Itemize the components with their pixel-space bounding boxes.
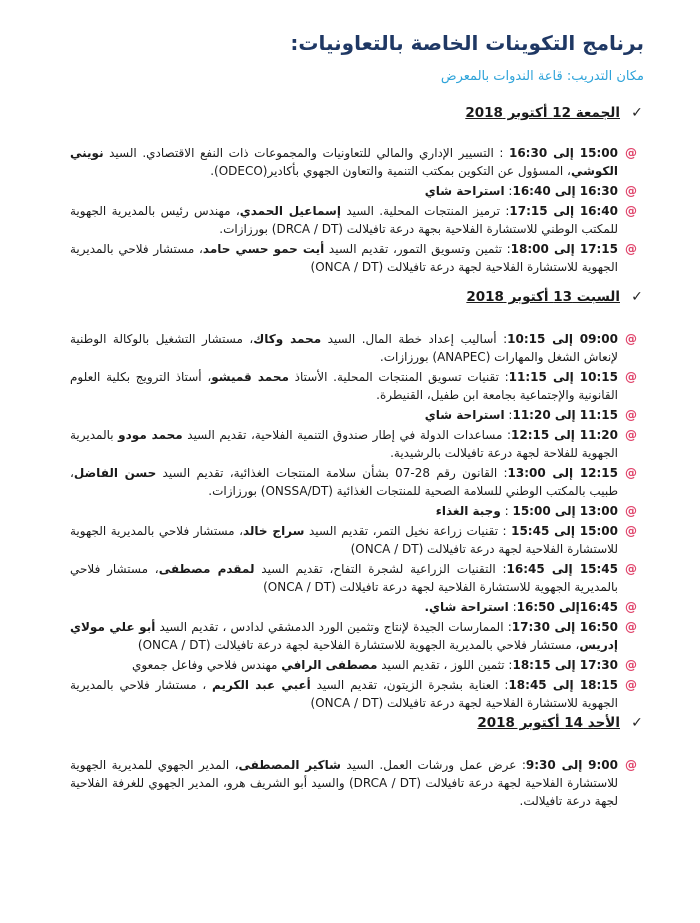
speaker-name: أعبي عبد الكريم (212, 678, 311, 692)
bullet-icon: @ (625, 620, 637, 634)
day-label: السبت 13 أكتوبر 2018 (466, 289, 620, 305)
bullet-icon: @ (625, 408, 637, 422)
session-text (70, 676, 618, 712)
day-heading (70, 288, 644, 306)
session-time: 15:00 إلى 16:30 (508, 146, 618, 160)
speaker-name: استراحة شاي (424, 408, 505, 422)
session-description: : (504, 184, 513, 198)
speaker-name: حسن الفاضل (73, 466, 157, 480)
session-text (70, 656, 618, 674)
session-text (70, 560, 618, 596)
session-details: ، مهندس رئيس بالمديرية الجهوية للمكتب الوطني للاستشارة الفلاحية بجهة درعة تافيلالت (DRCA / DT) بورزازات. (70, 204, 618, 236)
session-time: 17:30 إلى 18:15 (512, 658, 618, 672)
session-text (70, 406, 618, 424)
document-title: برنامج التكوينات الخاصة بالتعاونيات: (290, 31, 644, 55)
session-text (70, 240, 618, 276)
session-item (70, 202, 638, 238)
bullet-icon: @ (625, 204, 637, 218)
speaker-name: استراحة شاي. (424, 600, 509, 614)
session-time: 11:20 إلى 12:15 (511, 428, 618, 442)
session-description: : الممارسات الجيدة لإنتاج وتثمين الورد الدمشقي لدادس ، تقديم السيد (155, 620, 512, 634)
session-text (70, 202, 618, 238)
session-time: 16:50 إلى 17:30 (511, 620, 618, 634)
session-text (70, 426, 618, 462)
session-description: : التقنيات الزراعية لشجرة التفاح، تقديم السيد (254, 562, 507, 576)
session-text (70, 464, 618, 500)
session-list (70, 756, 644, 810)
session-details: ، المدير الجهوي للمديرية الجهوية للاستشارة الفلاحية لجهة درعة تافيلالت (DRCA / DT) والسيد أبو الشريف هرو، المدير الجهوي للغرفة الفلاحية لجهة درعة تافيلالت. (70, 758, 619, 808)
session-list (70, 144, 644, 276)
session-description: : العناية بشجرة الزيتون، تقديم السيد (310, 678, 509, 692)
session-details: ، مستشار فلاحي بالمديرية الجهوية للاستشارة الفلاحية لجهة درعة تافيلالت (ONCA / DT) (70, 242, 618, 274)
session-description: : التسيير الإداري والمالي للتعاونيات والمجموعات ذات النفع الاقتصادي. السيد (103, 146, 509, 160)
session-text (70, 522, 618, 558)
day-section (70, 714, 644, 810)
session-description: : (508, 600, 517, 614)
bullet-icon: @ (625, 146, 637, 160)
speaker-name: لمقدم مصطفى (158, 562, 255, 576)
bullet-icon: @ (625, 370, 637, 384)
session-item (70, 676, 638, 712)
session-text (70, 368, 618, 404)
session-details: ، مستشار فلاحي بالمديرية الجهوية للاستشارة الفلاحية لجهة درعة تافيلالت (ONCA / DT) (70, 524, 618, 556)
session-item (70, 522, 638, 558)
session-time: 16:45إلى 16:50 (516, 600, 618, 614)
session-time: 12:15 إلى 13:00 (507, 466, 619, 480)
session-time: 16:30 إلى 16:40 (512, 184, 618, 198)
session-description: : (500, 504, 513, 518)
speaker-name: محمد مودو (118, 428, 183, 442)
session-details: بالمديرية الجهوية للفلاحة لجهة درعة تافيلالت بالرشيدية. (70, 428, 618, 460)
session-time: 13:00 إلى 15:00 (512, 504, 618, 518)
session-text (70, 182, 618, 200)
bullet-icon: @ (625, 678, 637, 692)
session-details: ، مستشار فلاحي بالمديرية الجهوية للاستشارة الفلاحية لجهة درعة تافيلالت (ONCA / DT) (70, 678, 618, 710)
session-description: : القانون رقم 28-07 بشأن سلامة المنتجات الغذائية، تقديم السيد (156, 466, 508, 480)
session-description: : تقنيات تسويق المنتجات المحلية. الأستاذ (288, 370, 509, 384)
session-item (70, 182, 638, 200)
day-section (70, 288, 644, 712)
speaker-name: مصطفى الرافي (281, 658, 378, 672)
speaker-name: وجبة الغذاء (435, 504, 501, 518)
session-item (70, 560, 638, 596)
session-description: : ترميز المنتجات المحلية. السيد (340, 204, 510, 218)
bullet-icon: @ (625, 562, 637, 576)
checkmark-icon: ✓ (631, 105, 643, 121)
session-description: : (504, 408, 513, 422)
bullet-icon: @ (625, 184, 637, 198)
session-description: : تثمين وتسويق التمور، تقديم السيد (324, 242, 511, 256)
day-label: الجمعة 12 أكتوبر 2018 (465, 105, 620, 121)
session-text (70, 502, 618, 520)
speaker-name: إسماعيل الحمدي (239, 204, 341, 218)
session-details: ، مستشار فلاحي بالمديرية الجهوية للاستشارة الفلاحية لجهة درعة تافيلالت (ONCA / DT) (70, 562, 618, 594)
checkmark-icon: ✓ (631, 715, 643, 731)
session-details: مهندس فلاحي وفاعل جمعوي (132, 658, 282, 672)
session-details: ، المسؤول عن التكوين بمكتب التنمية والتعاون الجهوي بأكادير(ODECO). (210, 164, 571, 178)
day-heading (70, 714, 644, 732)
day-label: الأحد 14 أكتوبر 2018 (477, 715, 620, 731)
session-item (70, 368, 638, 404)
session-item (70, 656, 638, 674)
session-time: 09:00 إلى 10:15 (507, 332, 618, 346)
bullet-icon: @ (625, 242, 637, 256)
checkmark-icon: ✓ (631, 289, 643, 305)
session-time: 11:15 إلى 11:20 (512, 408, 618, 422)
session-item (70, 330, 638, 366)
schedule (70, 104, 644, 810)
session-item (70, 464, 638, 500)
bullet-icon: @ (625, 524, 637, 538)
bullet-icon: @ (625, 504, 637, 518)
session-text (70, 756, 618, 810)
training-venue: مكان التدريب: قاعة الندوات بالمعرض (440, 69, 644, 84)
session-item (70, 502, 638, 520)
speaker-name: محمد وكاك (253, 332, 322, 346)
session-time: 10:15 إلى 11:15 (508, 370, 618, 384)
session-time: 15:00 إلى 15:45 (511, 524, 618, 538)
session-item (70, 426, 638, 462)
session-text (70, 330, 618, 366)
session-item (70, 618, 638, 654)
session-item (70, 144, 638, 180)
session-details: ، مستشار التشغيل بالوكالة الوطنية لإنعاش الشغل والمهارات (ANAPEC) بورزازات. (70, 332, 618, 364)
session-description: : مساعدات الدولة في إطار صندوق التنمية الفلاحية، تقديم السيد (182, 428, 511, 442)
session-details: ، أستاذ الترويج بكلية العلوم القانونية والإجتماعية بجامعة ابن طفيل، القنيطرة. (70, 370, 618, 402)
session-details: ، مستشار فلاحي بالمديرية الجهوية للاستشارة الفلاحية لجهة درعة تافيلالت (ONCA / DT) (137, 638, 580, 652)
session-item (70, 240, 638, 276)
session-time: 18:15 إلى 18:45 (508, 678, 619, 692)
bullet-icon: @ (625, 332, 637, 346)
session-time: 17:15 إلى 18:00 (510, 242, 619, 256)
session-description: : تثمين اللوز ، تقديم السيد (377, 658, 513, 672)
day-section (70, 104, 644, 276)
session-item (70, 406, 638, 424)
speaker-name: سراج خالد (242, 524, 305, 538)
session-list (70, 330, 644, 712)
session-time: 16:40 إلى 17:15 (509, 204, 619, 218)
speaker-name: أيت حمو حسي حامد (202, 242, 325, 256)
speaker-name: استراحة شاي (424, 184, 505, 198)
session-text (70, 598, 618, 616)
bullet-icon: @ (625, 658, 637, 672)
session-time: 9:00 إلى 9:30 (525, 758, 618, 772)
session-details: ، طبيب بالمكتب الوطني للسلامة الصحية للمنتجات الغذائية (ONSSA/DT) بورزازات. (70, 466, 618, 498)
bullet-icon: @ (625, 466, 637, 480)
speaker-name: شاكير المصطفى (238, 758, 341, 772)
bullet-icon: @ (625, 428, 637, 442)
session-item (70, 598, 638, 616)
day-heading (70, 104, 644, 122)
session-item (70, 756, 638, 810)
bullet-icon: @ (625, 600, 637, 614)
speaker-name: نويني الكوشي (70, 146, 618, 178)
session-text (70, 618, 618, 654)
session-description: : تقنيات زراعة نخيل التمر، تقديم السيد (304, 524, 512, 538)
session-description: : أساليب إعداد خطة المال. السيد (321, 332, 508, 346)
bullet-icon: @ (625, 758, 637, 772)
session-text (70, 144, 618, 180)
session-description: : عرض عمل ورشات العمل. السيد (340, 758, 526, 772)
session-time: 15:45 إلى 16:45 (506, 562, 619, 576)
speaker-name: محمد قميشو (211, 370, 289, 384)
speaker-name: أبو علي مولاي إدريس (70, 620, 618, 652)
